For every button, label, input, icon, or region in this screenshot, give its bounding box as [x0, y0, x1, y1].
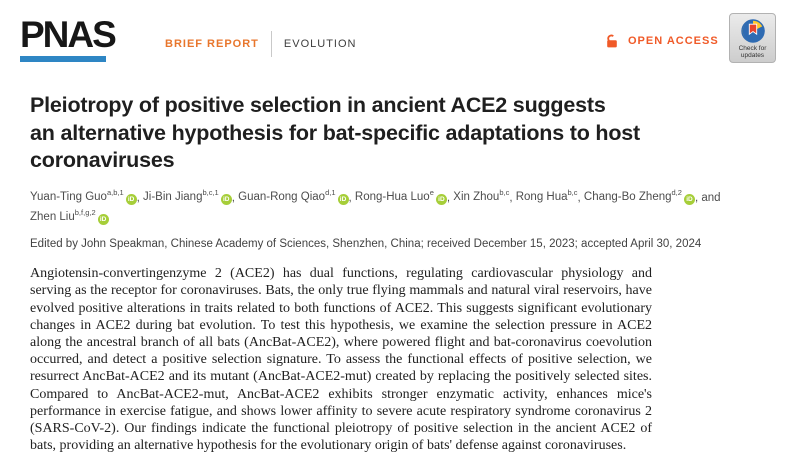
author-affiliation-sup: e — [429, 188, 434, 198]
orcid-icon[interactable]: iD — [338, 194, 349, 205]
open-lock-icon — [605, 34, 622, 48]
article-kicker — [165, 30, 356, 58]
author-affiliation-sup: d,1 — [325, 188, 336, 198]
abstract-text: Angiotensin-convertingenzyme 2 (ACE2) has dual functions, regulating cardiovascular physiology and serving as the receptor for coronaviruses. Bats, the only true flying mammals and natural viral reservoirs, have evolved positive alterations in traits related to both functions of ACE2. This suggests significant evolutionary changes in ACE2 during bat evolution. To test this hypothesis, we examine the selection pressure in ACE2 along the ancestral branch of all bats (AncBat-ACE2), where powered flight and bat-coronavirus coevolution occurred, and detect a positive selection signature. To assess the functional effects of positive selection, we resurrect AncBat-ACE2 and its mutant (AncBat-ACE2-mut) created by replacing the positively selected sites. Compared to AncBat-ACE2-mut, AncBat-ACE2 exhibits stronger enzymatic activity, enhances mice's performance in exercise fatigue, and shows lower affinity to severe acute respiratory syndrome coronavirus 2 (SARS-CoV-2). Our findings indicate the functional pleiotropy of positive selection in the ancient ACE2 of bats, providing an alternative hypothesis for the evolutionary origin of bats' defense against coronaviruses. — [30, 266, 652, 454]
author-link[interactable]: Rong-Hua Luo$^e$ — [354, 188, 434, 204]
author-affiliation-sup: b,c,1 — [202, 188, 219, 198]
orcid-icon[interactable]: iD — [436, 194, 447, 205]
section-link[interactable]: EVOLUTION — [283, 38, 357, 50]
title-line: an alternative hypothesis for bat-specific adaptations to host — [30, 120, 641, 145]
article-title — [30, 92, 800, 175]
orcid-icon[interactable]: iD — [126, 194, 137, 205]
author-link[interactable]: Ji-Bin Jiang$^{b,c,1}$ — [143, 188, 219, 204]
author-link[interactable]: Guan-Rong Qiao$^{d,1}$ — [238, 188, 336, 204]
author-affiliation-sup: b,c — [567, 188, 578, 198]
author-link[interactable]: Rong Hua$^{b,c}$ — [515, 188, 578, 204]
crossmark-label: Check for updates — [738, 44, 767, 59]
author-affiliation-sup: b,f,g,2 — [74, 208, 96, 218]
title-line: Pleiotropy of positive selection in ancient ACE2 suggests — [30, 93, 606, 117]
author-affiliation-sup: a,b,1 — [106, 188, 124, 198]
author-link[interactable]: Zhen Liu$^{b,f,g,2}$ — [30, 208, 96, 224]
author-affiliation-sup: d,2 — [671, 188, 682, 198]
journal-header — [0, 0, 800, 78]
orcid-icon[interactable]: iD — [98, 214, 109, 225]
author-link[interactable]: Xin Zhou$^{b,c}$ — [453, 188, 510, 204]
editor-note: Edited by John Speakman, Chinese Academy of Sciences, Shenzhen, China; received December 15, 2023; accepted April 30, 2024 — [30, 238, 702, 251]
title-line: coronaviruses — [30, 148, 175, 172]
open-access-label: OPEN ACCESS — [628, 35, 719, 47]
open-access-badge — [605, 34, 719, 48]
pnas-logo-text: PNAS — [20, 14, 115, 55]
author-link[interactable]: Chang-Bo Zheng$^{d,2}$ — [583, 188, 682, 204]
article-content — [0, 92, 800, 454]
author-link[interactable]: Yuan-Ting Guo$^{a,b,1}$ — [30, 188, 124, 204]
author-list: Yuan-Ting Guo$^{a,b,1}$iD , Ji-Bin Jiang$^{b,c,1}$iD , Guan-Rong Qiao$^{d,1}$iD , Rong-Hua Luo$^e$iD , Xin Zhou$^{b,c}$, Rong Hua$^{b,c}$, Chang-Bo Zheng$^{d,2}$iD , and Zhen Liu$^{b,f,g,2}$iD — [30, 188, 721, 224]
check-for-updates-button[interactable] — [729, 13, 776, 63]
kicker-divider — [271, 31, 272, 57]
orcid-icon[interactable]: iD — [221, 194, 232, 205]
article-type-link[interactable]: BRIEF REPORT — [165, 38, 259, 50]
crossmark-icon — [740, 18, 766, 44]
pnas-logo[interactable] — [20, 16, 115, 62]
pnas-logo-bar — [20, 56, 106, 62]
author-affiliation-sup: b,c — [499, 188, 510, 198]
orcid-icon[interactable]: iD — [684, 194, 695, 205]
